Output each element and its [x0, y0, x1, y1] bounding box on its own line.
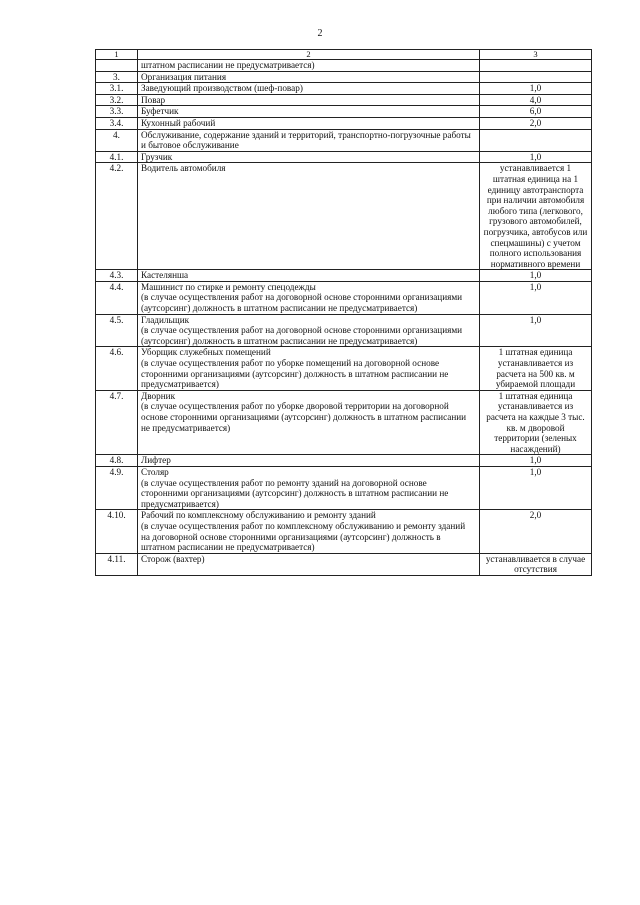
- table-row: [96, 281, 592, 314]
- staff-table: [95, 49, 592, 576]
- table-row: [96, 60, 592, 72]
- header-col-1: 1: [96, 50, 138, 60]
- header-col-3: 3: [480, 50, 592, 60]
- position-name: Сторож (вахтер): [138, 553, 480, 575]
- row-number: 4.1.: [96, 151, 138, 163]
- table-row: [96, 314, 592, 347]
- position-name: Организация питания: [138, 71, 480, 83]
- staff-units: 2,0: [480, 510, 592, 553]
- table-row: [96, 151, 592, 163]
- table-row: [96, 129, 592, 151]
- staff-units: 1 штатная единица устанавливается из расчета на каждые 3 тыс. кв. м дворовой территории (зеленых насаждений): [480, 390, 592, 455]
- table-header-row: [96, 50, 592, 60]
- position-name: Повар: [138, 94, 480, 106]
- row-number: 4.11.: [96, 553, 138, 575]
- staff-units: 1,0: [480, 466, 592, 509]
- position-name: Дворник (в случае осуществления работ по уборке дворовой территории на договорной основе сторонними организациями (аутсорсинг) должность в штатном расписании не предусматривается): [138, 390, 480, 455]
- staff-units: 6,0: [480, 106, 592, 118]
- row-number: 4.5.: [96, 314, 138, 347]
- staff-units: 1,0: [480, 83, 592, 95]
- table-row: [96, 455, 592, 467]
- staff-units: 1,0: [480, 151, 592, 163]
- staff-units: [480, 129, 592, 151]
- table-row: [96, 117, 592, 129]
- row-number: 4.4.: [96, 281, 138, 314]
- row-number: 3.2.: [96, 94, 138, 106]
- row-number: [96, 60, 138, 72]
- row-number: 3.4.: [96, 117, 138, 129]
- table-row: [96, 106, 592, 118]
- table-row: [96, 510, 592, 553]
- row-number: 3.1.: [96, 83, 138, 95]
- position-name: Буфетчик: [138, 106, 480, 118]
- position-name: Грузчик: [138, 151, 480, 163]
- staff-units: 1,0: [480, 455, 592, 467]
- position-name: Гладильщик (в случае осуществления работ на договорной основе сторонними организациями (аутсорсинг) должность в штатном расписании не предусматривается): [138, 314, 480, 347]
- row-number: 4.: [96, 129, 138, 151]
- row-number: 4.6.: [96, 347, 138, 390]
- table-row: [96, 466, 592, 509]
- position-name: Обслуживание, содержание зданий и территорий, транспортно-погрузочные работы и бытовое обслуживание: [138, 129, 480, 151]
- table-body: [96, 60, 592, 576]
- position-name: Уборщик служебных помещений (в случае осуществления работ по уборке помещений на договорной основе сторонними организациями (аутсорсинг) должность в штатном расписании не предусматривается): [138, 347, 480, 390]
- row-number: 3.: [96, 71, 138, 83]
- row-number: 4.2.: [96, 163, 138, 270]
- row-number: 3.3.: [96, 106, 138, 118]
- staff-units: 1,0: [480, 314, 592, 347]
- position-name: Рабочий по комплексному обслуживанию и ремонту зданий (в случае осуществления работ по комплексному обслуживанию и ремонту зданий на договорной основе сторонними организациями (аутсорсинг) должность в штатном расписании не предусматривается): [138, 510, 480, 553]
- staff-units: [480, 60, 592, 72]
- table-row: [96, 390, 592, 455]
- position-name: Кастелянша: [138, 270, 480, 282]
- staff-units: 4,0: [480, 94, 592, 106]
- row-number: 4.10.: [96, 510, 138, 553]
- table-row: [96, 163, 592, 270]
- position-name: штатном расписании не предусматривается): [138, 60, 480, 72]
- row-number: 4.3.: [96, 270, 138, 282]
- position-name: Водитель автомобиля: [138, 163, 480, 270]
- staff-units: устанавливается 1 штатная единица на 1 единицу автотранспорта при наличии автомобиля любого типа (легкового, грузового автомобилей, погрузчика, автобусов или спецмашины) с учетом полного использования нормативного времени: [480, 163, 592, 270]
- page-number: 2: [317, 28, 323, 39]
- table-row: [96, 83, 592, 95]
- staff-units: 2,0: [480, 117, 592, 129]
- table-row: [96, 553, 592, 575]
- row-number: 4.8.: [96, 455, 138, 467]
- table-row: [96, 347, 592, 390]
- position-name: Лифтер: [138, 455, 480, 467]
- position-name: Заведующий производством (шеф-повар): [138, 83, 480, 95]
- staff-units: 1,0: [480, 281, 592, 314]
- row-number: 4.7.: [96, 390, 138, 455]
- staff-units: 1,0: [480, 270, 592, 282]
- staff-units: 1 штатная единица устанавливается из расчета на 500 кв. м убираемой площади: [480, 347, 592, 390]
- position-name: Кухонный рабочий: [138, 117, 480, 129]
- staff-units: [480, 71, 592, 83]
- table-row: [96, 94, 592, 106]
- table-row: [96, 270, 592, 282]
- row-number: 4.9.: [96, 466, 138, 509]
- table-row: [96, 71, 592, 83]
- header-col-2: 2: [138, 50, 480, 60]
- position-name: Столяр (в случае осуществления работ по ремонту зданий на договорной основе сторонними организациями (аутсорсинг) должность в штатном расписании не предусматривается): [138, 466, 480, 509]
- staff-units: устанавливается в случае отсутствия: [480, 553, 592, 575]
- position-name: Машинист по стирке и ремонту спецодежды (в случае осуществления работ на договорной основе сторонними организациями (аутсорсинг) должность в штатном расписании не предусматривается): [138, 281, 480, 314]
